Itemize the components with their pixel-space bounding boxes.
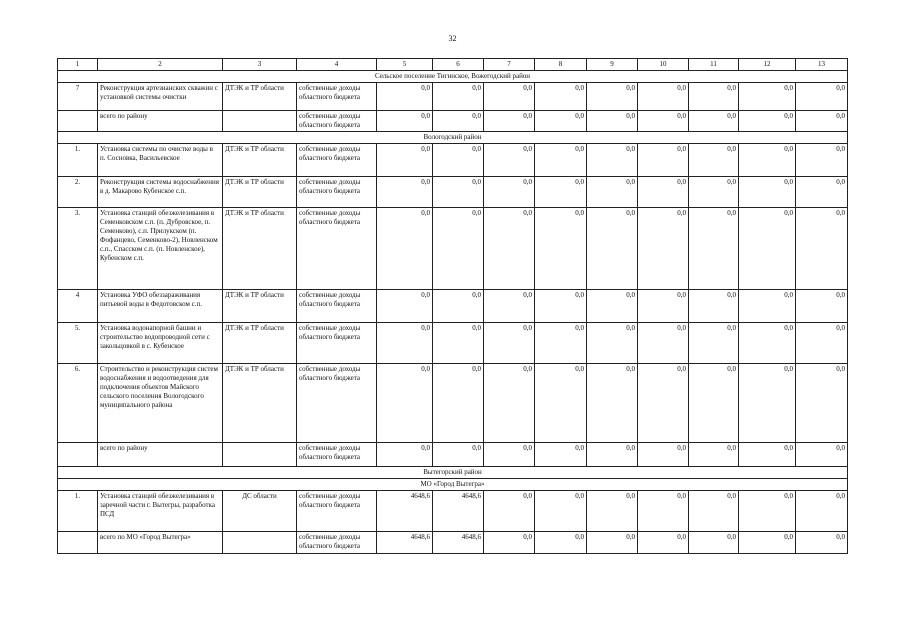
section-title: МО «Город Вытегра» bbox=[58, 479, 848, 491]
responsible-body bbox=[223, 443, 297, 467]
row-number: 3. bbox=[58, 208, 98, 290]
amount-cell: 0,0 bbox=[587, 290, 638, 323]
amount-cell: 0,0 bbox=[739, 83, 796, 111]
row-number bbox=[58, 532, 98, 554]
amount-cell: 0,0 bbox=[796, 290, 848, 323]
amount-cell: 0,0 bbox=[535, 491, 587, 532]
amount-cell: 0,0 bbox=[689, 83, 739, 111]
funding-source: собственные доходы областного бюджета bbox=[297, 443, 377, 467]
row-number: 2. bbox=[58, 177, 98, 208]
measure-name: всего по району bbox=[98, 111, 223, 132]
responsible-body bbox=[223, 532, 297, 554]
funding-source: собственные доходы областного бюджета bbox=[297, 323, 377, 364]
measure-name: Установка станций обезжелезивания в Семенковском с.п. (п. Дубровское, п. Семенково), с.п. Прилукском (п. Фофанцево, Семенково-2), Новленском с.п., Спасском с.п. (п. Новленское), Кубенском с.п. bbox=[98, 208, 223, 290]
measure-name: Установка УФО обеззараживания питьевой воды в Федотовском с.п. bbox=[98, 290, 223, 323]
measure-name: Установка станций обезжелезивания в заречной части г. Вытегры, разработка ПСД bbox=[98, 491, 223, 532]
amount-cell: 0,0 bbox=[689, 111, 739, 132]
table-row bbox=[58, 443, 848, 467]
page-number: 32 bbox=[448, 34, 457, 43]
amount-cell: 0,0 bbox=[739, 364, 796, 443]
amount-cell: 4648,6 bbox=[433, 532, 484, 554]
amount-cell: 0,0 bbox=[587, 443, 638, 467]
amount-cell: 0,0 bbox=[484, 532, 535, 554]
amount-cell: 0,0 bbox=[796, 443, 848, 467]
column-header: 4 bbox=[297, 59, 377, 71]
amount-cell: 0,0 bbox=[739, 177, 796, 208]
amount-cell: 0,0 bbox=[689, 323, 739, 364]
responsible-body: ДТЭК и ТР области bbox=[223, 290, 297, 323]
responsible-body bbox=[223, 111, 297, 132]
table-row bbox=[58, 144, 848, 177]
table-row bbox=[58, 83, 848, 111]
amount-cell: 0,0 bbox=[587, 83, 638, 111]
amount-cell: 0,0 bbox=[484, 364, 535, 443]
amount-cell: 0,0 bbox=[689, 532, 739, 554]
amount-cell: 0,0 bbox=[587, 491, 638, 532]
amount-cell: 0,0 bbox=[689, 443, 739, 467]
column-header: 12 bbox=[739, 59, 796, 71]
amount-cell: 0,0 bbox=[638, 83, 689, 111]
amount-cell: 0,0 bbox=[433, 323, 484, 364]
column-header: 8 bbox=[535, 59, 587, 71]
amount-cell: 0,0 bbox=[535, 532, 587, 554]
amount-cell: 0,0 bbox=[638, 177, 689, 208]
amount-cell: 0,0 bbox=[377, 111, 433, 132]
column-header: 6 bbox=[433, 59, 484, 71]
amount-cell: 0,0 bbox=[484, 177, 535, 208]
row-number: 4 bbox=[58, 290, 98, 323]
amount-cell: 0,0 bbox=[535, 83, 587, 111]
amount-cell: 0,0 bbox=[587, 111, 638, 132]
header-row bbox=[58, 59, 848, 71]
amount-cell: 0,0 bbox=[587, 364, 638, 443]
amount-cell: 0,0 bbox=[796, 208, 848, 290]
budget-table bbox=[57, 58, 848, 554]
measure-name: Реконструкция артезианских скважин с установкой системы очистки bbox=[98, 83, 223, 111]
amount-cell: 0,0 bbox=[587, 177, 638, 208]
amount-cell: 0,0 bbox=[484, 111, 535, 132]
amount-cell: 0,0 bbox=[377, 364, 433, 443]
amount-cell: 0,0 bbox=[433, 144, 484, 177]
column-header: 5 bbox=[377, 59, 433, 71]
amount-cell: 0,0 bbox=[535, 111, 587, 132]
amount-cell: 0,0 bbox=[796, 323, 848, 364]
amount-cell: 0,0 bbox=[433, 208, 484, 290]
amount-cell: 0,0 bbox=[689, 208, 739, 290]
column-header: 2 bbox=[98, 59, 223, 71]
amount-cell: 0,0 bbox=[535, 177, 587, 208]
section-title: Вытегорский район bbox=[58, 467, 848, 479]
amount-cell: 0,0 bbox=[796, 83, 848, 111]
row-number bbox=[58, 111, 98, 132]
responsible-body: ДТЭК и ТР области bbox=[223, 364, 297, 443]
column-header: 11 bbox=[689, 59, 739, 71]
amount-cell: 0,0 bbox=[535, 290, 587, 323]
amount-cell: 0,0 bbox=[377, 443, 433, 467]
responsible-body: ДТЭК и ТР области bbox=[223, 83, 297, 111]
amount-cell: 0,0 bbox=[535, 144, 587, 177]
funding-source: собственные доходы областного бюджета bbox=[297, 144, 377, 177]
measure-name: всего по району bbox=[98, 443, 223, 467]
amount-cell: 4648,6 bbox=[377, 491, 433, 532]
amount-cell: 0,0 bbox=[377, 208, 433, 290]
amount-cell: 0,0 bbox=[638, 491, 689, 532]
amount-cell: 0,0 bbox=[484, 144, 535, 177]
row-number: 1. bbox=[58, 144, 98, 177]
amount-cell: 0,0 bbox=[739, 323, 796, 364]
amount-cell: 0,0 bbox=[377, 323, 433, 364]
column-header: 9 bbox=[587, 59, 638, 71]
amount-cell: 0,0 bbox=[484, 83, 535, 111]
measure-name: Строительство и реконструкция систем водоснабжения и водоотведения для подключения объектов Майского сельского поселения Вологодского муниципального района bbox=[98, 364, 223, 443]
column-header: 3 bbox=[223, 59, 297, 71]
responsible-body: ДТЭК и ТР области bbox=[223, 208, 297, 290]
table-row bbox=[58, 111, 848, 132]
amount-cell: 4648,6 bbox=[433, 491, 484, 532]
amount-cell: 0,0 bbox=[535, 364, 587, 443]
amount-cell: 0,0 bbox=[689, 177, 739, 208]
amount-cell: 0,0 bbox=[638, 364, 689, 443]
responsible-body: ДТЭК и ТР области bbox=[223, 177, 297, 208]
section-title-row bbox=[58, 71, 848, 83]
section-title-row bbox=[58, 132, 848, 144]
amount-cell: 0,0 bbox=[689, 491, 739, 532]
section-title: Вологодский район bbox=[58, 132, 848, 144]
amount-cell: 0,0 bbox=[433, 111, 484, 132]
funding-source: собственные доходы областного бюджета bbox=[297, 364, 377, 443]
table-row bbox=[58, 532, 848, 554]
amount-cell: 0,0 bbox=[484, 290, 535, 323]
amount-cell: 0,0 bbox=[739, 208, 796, 290]
amount-cell: 0,0 bbox=[739, 111, 796, 132]
amount-cell: 0,0 bbox=[739, 144, 796, 177]
table-row bbox=[58, 491, 848, 532]
amount-cell: 0,0 bbox=[377, 177, 433, 208]
measure-name: всего по МО «Город Вытегра» bbox=[98, 532, 223, 554]
responsible-body: ДТЭК и ТР области bbox=[223, 144, 297, 177]
amount-cell: 0,0 bbox=[484, 491, 535, 532]
amount-cell: 0,0 bbox=[689, 290, 739, 323]
table-body bbox=[58, 59, 848, 554]
amount-cell: 0,0 bbox=[433, 443, 484, 467]
amount-cell: 0,0 bbox=[433, 290, 484, 323]
column-header: 10 bbox=[638, 59, 689, 71]
row-number: 5. bbox=[58, 323, 98, 364]
amount-cell: 0,0 bbox=[377, 290, 433, 323]
row-number bbox=[58, 443, 98, 467]
amount-cell: 0,0 bbox=[796, 177, 848, 208]
amount-cell: 0,0 bbox=[484, 443, 535, 467]
amount-cell: 0,0 bbox=[796, 364, 848, 443]
amount-cell: 0,0 bbox=[484, 208, 535, 290]
amount-cell: 0,0 bbox=[796, 144, 848, 177]
amount-cell: 0,0 bbox=[638, 208, 689, 290]
section-title: Сельское поселение Тигинское, Вожегодский район bbox=[58, 71, 848, 83]
amount-cell: 0,0 bbox=[638, 532, 689, 554]
amount-cell: 0,0 bbox=[535, 443, 587, 467]
amount-cell: 0,0 bbox=[689, 144, 739, 177]
table-row bbox=[58, 323, 848, 364]
funding-source: собственные доходы областного бюджета bbox=[297, 491, 377, 532]
amount-cell: 0,0 bbox=[587, 208, 638, 290]
measure-name: Установка водонапорной башни и строительство водопроводной сети с закольцовкой в с. Кубенское bbox=[98, 323, 223, 364]
amount-cell: 0,0 bbox=[638, 443, 689, 467]
amount-cell: 0,0 bbox=[638, 144, 689, 177]
column-header: 1 bbox=[58, 59, 98, 71]
funding-source: собственные доходы областного бюджета bbox=[297, 290, 377, 323]
amount-cell: 0,0 bbox=[484, 323, 535, 364]
row-number: 7 bbox=[58, 83, 98, 111]
amount-cell: 0,0 bbox=[796, 111, 848, 132]
amount-cell: 0,0 bbox=[689, 364, 739, 443]
responsible-body: ДС области bbox=[223, 491, 297, 532]
measure-name: Установка системы по очистке воды в п. Сосновка, Васильевское bbox=[98, 144, 223, 177]
amount-cell: 0,0 bbox=[587, 323, 638, 364]
section-title-row bbox=[58, 467, 848, 479]
amount-cell: 0,0 bbox=[587, 532, 638, 554]
amount-cell: 4648,6 bbox=[377, 532, 433, 554]
amount-cell: 0,0 bbox=[796, 532, 848, 554]
funding-source: собственные доходы областного бюджета bbox=[297, 532, 377, 554]
amount-cell: 0,0 bbox=[739, 532, 796, 554]
column-header: 7 bbox=[484, 59, 535, 71]
funding-source: собственные доходы областного бюджета bbox=[297, 208, 377, 290]
table-row bbox=[58, 208, 848, 290]
row-number: 1. bbox=[58, 491, 98, 532]
amount-cell: 0,0 bbox=[638, 111, 689, 132]
amount-cell: 0,0 bbox=[377, 83, 433, 111]
amount-cell: 0,0 bbox=[638, 290, 689, 323]
amount-cell: 0,0 bbox=[796, 491, 848, 532]
amount-cell: 0,0 bbox=[377, 144, 433, 177]
amount-cell: 0,0 bbox=[433, 177, 484, 208]
funding-source: собственные доходы областного бюджета bbox=[297, 83, 377, 111]
measure-name: Реконструкция системы водоснабжения в д. Макарово Кубенское с.п. bbox=[98, 177, 223, 208]
section-title-row bbox=[58, 479, 848, 491]
amount-cell: 0,0 bbox=[535, 208, 587, 290]
funding-source: собственные доходы областного бюджета bbox=[297, 111, 377, 132]
table-row bbox=[58, 364, 848, 443]
amount-cell: 0,0 bbox=[739, 290, 796, 323]
responsible-body: ДТЭК и ТР области bbox=[223, 323, 297, 364]
amount-cell: 0,0 bbox=[638, 323, 689, 364]
table-row bbox=[58, 177, 848, 208]
amount-cell: 0,0 bbox=[433, 83, 484, 111]
amount-cell: 0,0 bbox=[433, 364, 484, 443]
column-header: 13 bbox=[796, 59, 848, 71]
amount-cell: 0,0 bbox=[739, 443, 796, 467]
funding-source: собственные доходы областного бюджета bbox=[297, 177, 377, 208]
table-row bbox=[58, 290, 848, 323]
amount-cell: 0,0 bbox=[587, 144, 638, 177]
row-number: 6. bbox=[58, 364, 98, 443]
amount-cell: 0,0 bbox=[535, 323, 587, 364]
amount-cell: 0,0 bbox=[739, 491, 796, 532]
